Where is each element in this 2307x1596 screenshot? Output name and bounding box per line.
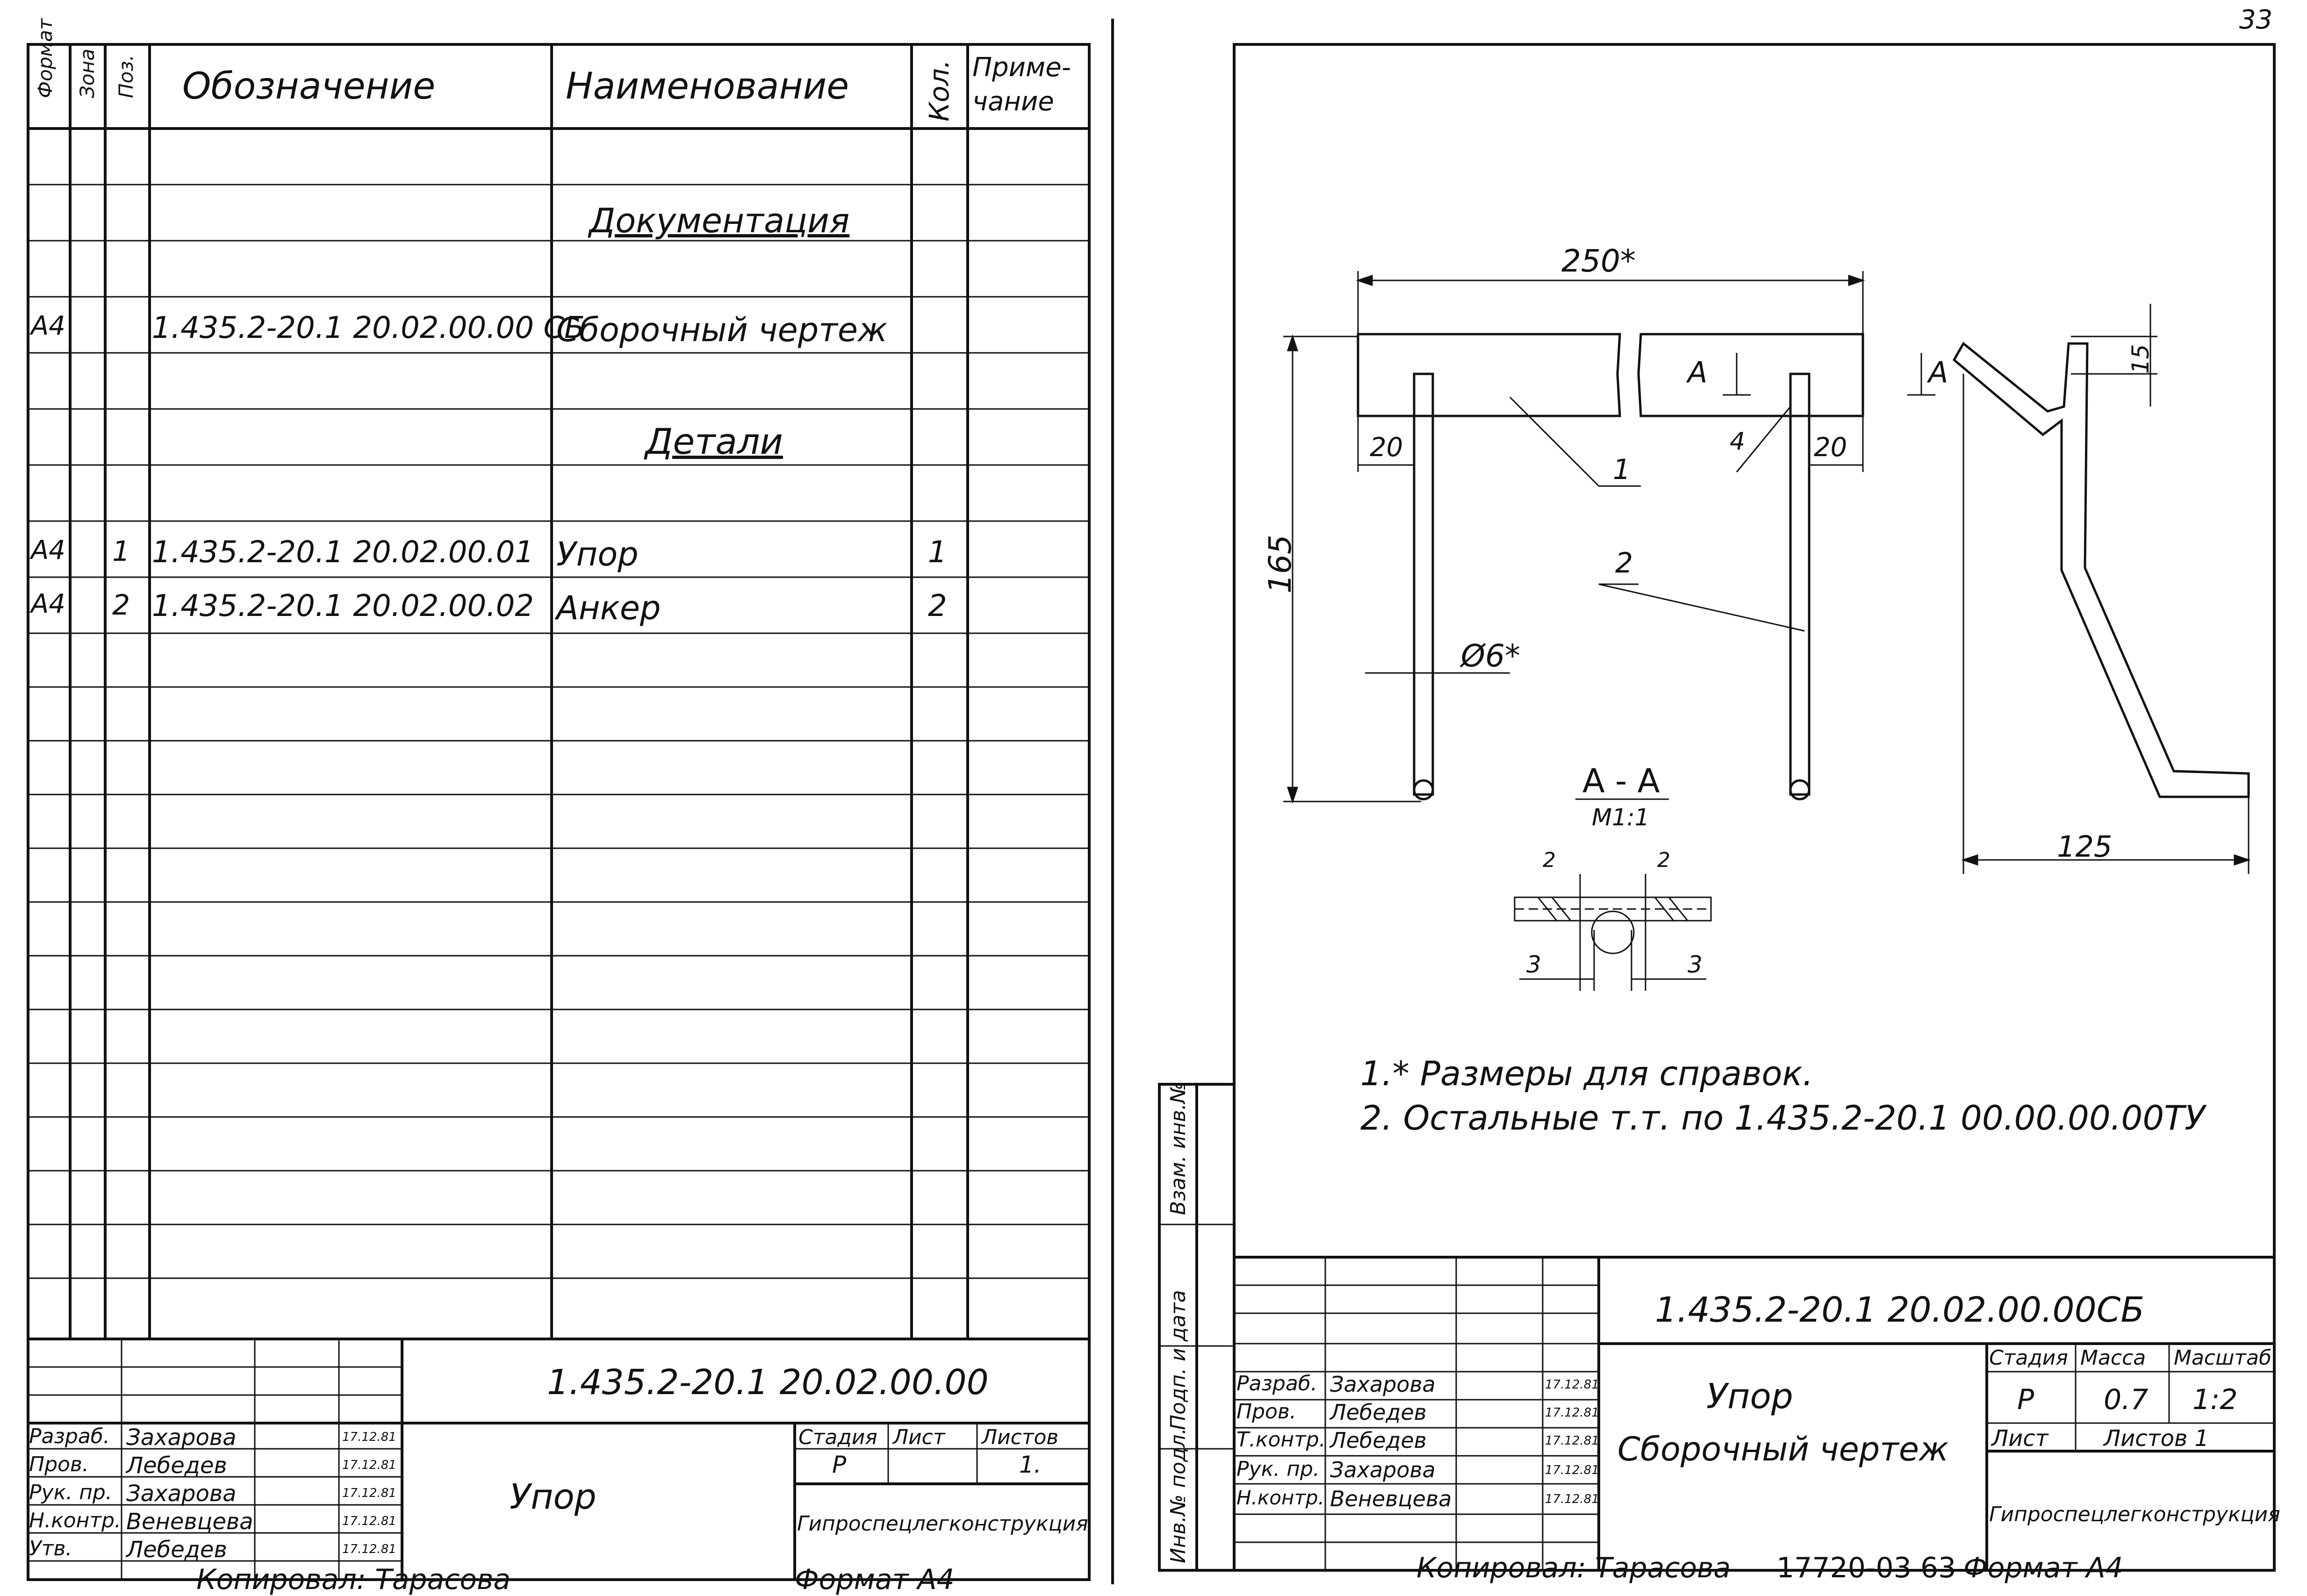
drawing-scale-value: 1:2: [2192, 1383, 2238, 1416]
spec-format: Формат А4: [795, 1563, 955, 1596]
stamp-replace-inv: Взам. инв.№: [1166, 1082, 1190, 1215]
row-designation: 1.435.2-20.1 20.02.00.00 СБ: [152, 311, 585, 345]
drawing-title-2: Сборочный чертеж: [1617, 1430, 1949, 1468]
page-number: 33: [2239, 5, 2273, 35]
row-designation: 1.435.2-20.1 20.02.00.01: [152, 535, 534, 570]
row-format: А4: [31, 535, 65, 565]
drawing-mass-value: 0.7: [2104, 1383, 2149, 1416]
section-parts: Детали: [645, 421, 783, 462]
spec-sheet-label: Лист: [893, 1425, 945, 1449]
role-date: 17.12.81: [1545, 1434, 1599, 1448]
stamp-inv-orig: Инв.№ подл.: [1166, 1428, 1190, 1563]
dim-offset-left: 20: [1370, 432, 1403, 463]
spec-sheets-label: Листов: [982, 1425, 1059, 1449]
role-date: 17.12.81: [1545, 1463, 1599, 1477]
callout-part-2: 2: [1615, 547, 1633, 580]
role-label: Утв.: [29, 1537, 72, 1560]
header-designation: Обозначение: [182, 65, 436, 107]
anchor-rod-right: [1790, 374, 1809, 794]
drawing-organization: Гипроспецлегконструкция: [1989, 1503, 2280, 1526]
section-documentation: Документация: [589, 201, 850, 240]
role-label: Разраб.: [1236, 1372, 1317, 1396]
drawing-stage-value: Р: [2017, 1383, 2034, 1416]
section-mark-left: А: [1688, 355, 1708, 389]
spec-stage-value: Р: [832, 1451, 847, 1478]
dim-height: 165: [1262, 535, 1298, 594]
role-label: Н.контр.: [1236, 1486, 1324, 1509]
role-person: Захарова: [1330, 1372, 1436, 1397]
row-name: Анкер: [556, 589, 661, 627]
role-label: Рук. пр.: [1236, 1457, 1320, 1481]
header-name: Наименование: [566, 65, 849, 107]
role-person: Веневцева: [126, 1509, 253, 1535]
drawing-order-no: 17720-03 63: [1776, 1552, 1956, 1584]
row-pos: 2: [112, 589, 130, 622]
bar-right-piece: [1639, 334, 1863, 416]
spec-frame: [28, 44, 1089, 1580]
drawing-frame: [1234, 44, 2274, 1570]
callout-part-1: 1: [1613, 453, 1631, 486]
role-date: 17.12.81: [1545, 1406, 1599, 1420]
role-date: 17.12.81: [342, 1458, 396, 1472]
row-qty: 2: [928, 589, 947, 623]
section-gap-left: 2: [1543, 848, 1556, 872]
role-label: Пров.: [29, 1453, 89, 1476]
role-person: Захарова: [126, 1424, 237, 1451]
drawing-stage-label: Стадия: [1989, 1346, 2068, 1370]
dim-weld: 4: [1730, 428, 1746, 456]
role-date: 17.12.81: [1545, 1378, 1599, 1392]
drawing-sheets-label: Листов 1: [2104, 1425, 2209, 1452]
row-format: А4: [31, 589, 65, 619]
role-person: Лебедев: [1330, 1400, 1427, 1425]
drawing-code: 1.435.2-20.1 20.02.00.00СБ: [1655, 1290, 2145, 1330]
section-weld-right: 3: [1688, 951, 1703, 978]
side-profile: [1954, 344, 2249, 797]
anchor-rod-left: [1414, 374, 1433, 794]
section-weld-left: 3: [1526, 951, 1541, 978]
row-format: А4: [31, 311, 65, 341]
dim-side-width: 125: [2057, 830, 2113, 864]
row-pos: 1: [112, 535, 130, 568]
spec-code: 1.435.2-20.1 20.02.00.00: [547, 1362, 989, 1403]
header-note-2: чание: [972, 86, 1054, 117]
drawing-mass-label: Масса: [2080, 1346, 2146, 1370]
drawing-sheet-label: Лист: [1991, 1425, 2048, 1452]
role-person: Лебедев: [126, 1453, 227, 1479]
role-date: 17.12.81: [1545, 1492, 1599, 1506]
role-person: Захарова: [126, 1481, 237, 1507]
section-scale: М1:1: [1592, 804, 1650, 831]
role-date: 17.12.81: [342, 1430, 396, 1444]
row-name: Упор: [556, 535, 639, 573]
header-pos: Поз.: [115, 55, 137, 98]
role-person: Лебедев: [126, 1537, 227, 1563]
role-label: Н.контр.: [29, 1509, 121, 1532]
header-qty: Кол.: [923, 59, 955, 122]
header-format: Формат: [34, 18, 57, 98]
spec-title: Упор: [510, 1477, 597, 1517]
row-qty: 1: [928, 535, 947, 570]
role-date: 17.12.81: [342, 1542, 396, 1556]
drawing-format: Формат А4: [1963, 1552, 2123, 1584]
role-date: 17.12.81: [342, 1514, 396, 1528]
section-gap-right: 2: [1657, 848, 1670, 872]
dim-width: 250*: [1561, 243, 1636, 279]
role-person: Лебедев: [1330, 1428, 1427, 1453]
header-zone: Зона: [76, 49, 99, 98]
note-1: 1.* Размеры для справок.: [1360, 1054, 1813, 1093]
drawing-copied: Копировал: Тарасова: [1416, 1552, 1731, 1584]
note-2: 2. Остальные т.т. по 1.435.2-20.1 00.00.00.00ТУ: [1360, 1098, 2205, 1138]
row-name: Сборочный чертеж: [556, 311, 888, 349]
role-date: 17.12.81: [342, 1486, 396, 1500]
dim-offset-right: 20: [1814, 432, 1847, 463]
drawing-title-1: Упор: [1706, 1376, 1793, 1417]
row-designation: 1.435.2-20.1 20.02.00.02: [152, 589, 534, 623]
bar-left-piece: [1358, 334, 1620, 416]
section-title: А - А: [1582, 762, 1660, 800]
role-person: Веневцева: [1330, 1486, 1452, 1511]
role-label: Пров.: [1236, 1400, 1296, 1424]
dim-diameter: Ø6*: [1461, 638, 1520, 674]
role-person: Захарова: [1330, 1457, 1436, 1482]
role-label: Рук. пр.: [29, 1481, 112, 1504]
spec-sheets-value: 1.: [1019, 1451, 1042, 1478]
spec-organization: Гипроспецлегконструкция: [797, 1512, 1088, 1536]
role-label: Т.контр.: [1236, 1428, 1326, 1452]
drawing-scale-label: Масштаб: [2174, 1346, 2272, 1370]
section-mark-right: А: [1928, 355, 1948, 389]
header-note-1: Приме-: [972, 52, 1071, 83]
role-label: Разраб.: [29, 1424, 110, 1448]
dim-bar-depth: 15: [2127, 344, 2154, 374]
stamp-sign-date: Подп. и дата: [1166, 1290, 1190, 1430]
spec-copied: Копировал: Тарасова: [196, 1563, 511, 1596]
spec-stage-label: Стадия: [798, 1425, 877, 1449]
